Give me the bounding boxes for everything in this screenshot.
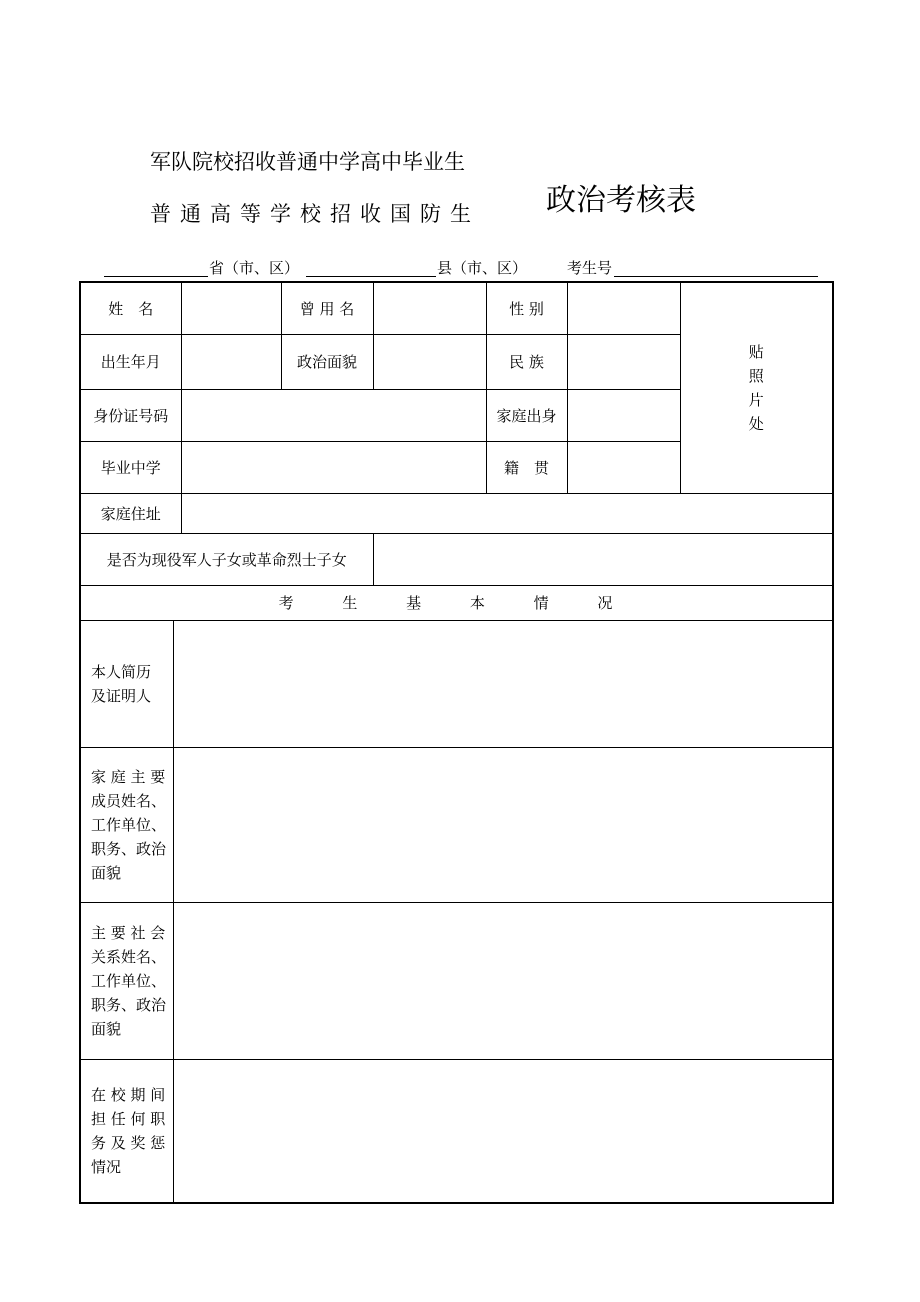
name-field[interactable]	[181, 282, 281, 334]
province-underline[interactable]	[104, 276, 208, 277]
military-child-field[interactable]	[373, 533, 833, 585]
label-address: 家庭住址	[80, 493, 181, 533]
political-field[interactable]	[373, 334, 486, 389]
photo-label-2: 照	[748, 366, 764, 385]
label-family-origin: 家庭出身	[486, 389, 567, 441]
native-place-field[interactable]	[567, 441, 680, 493]
county-underline[interactable]	[306, 276, 436, 277]
label-former-name: 曾 用 名	[281, 282, 373, 334]
form-title: 政治考核表	[546, 183, 696, 218]
id-number-field[interactable]	[181, 389, 486, 441]
label-political: 政治面貌	[281, 334, 373, 389]
ethnic-field[interactable]	[567, 334, 680, 389]
label-name: 姓 名	[80, 282, 181, 334]
school-duty-field[interactable]	[173, 1059, 833, 1203]
photo-area[interactable]	[680, 282, 833, 493]
gender-field[interactable]	[567, 282, 680, 334]
label-id-number: 身份证号码	[80, 389, 181, 441]
photo-label-4: 处	[748, 414, 764, 433]
school-field[interactable]	[181, 441, 486, 493]
birth-field[interactable]	[181, 334, 281, 389]
resume-field[interactable]	[173, 620, 833, 747]
label-native-place: 籍 贯	[486, 441, 567, 493]
label-school-duty: 在 校 期 间 担 任 何 职 务 及 奖 惩 情况	[80, 1059, 173, 1203]
exam-no-underline[interactable]	[614, 276, 818, 277]
label-social-relations: 主 要 社 会 关系姓名、 工作单位、 职务、政治 面貌	[80, 902, 173, 1059]
label-school: 毕业中学	[80, 441, 181, 493]
county-label: 县（市、区）	[437, 259, 528, 277]
social-relations-field[interactable]	[173, 902, 833, 1059]
label-military-child: 是否为现役军人子女或革命烈士子女	[80, 533, 373, 585]
family-members-field[interactable]	[173, 747, 833, 902]
exam-no-label: 考生号	[567, 259, 613, 277]
label-gender: 性 别	[486, 282, 567, 334]
address-field[interactable]	[181, 493, 833, 533]
photo-label-3: 片	[748, 390, 764, 409]
label-ethnic: 民 族	[486, 334, 567, 389]
label-family-members: 家 庭 主 要 成员姓名、 工作单位、 职务、政治 面貌	[80, 747, 173, 902]
family-origin-field[interactable]	[567, 389, 680, 441]
title-line-2: 普通高等学校招收国防生	[150, 202, 480, 226]
label-birth: 出生年月	[80, 334, 181, 389]
political-review-table	[79, 281, 834, 1204]
photo-label-1: 贴	[748, 342, 764, 361]
title-line-1: 军队院校招收普通中学高中毕业生	[150, 150, 465, 174]
former-name-field[interactable]	[373, 282, 486, 334]
label-resume: 本人简历 及证明人	[80, 620, 173, 747]
section-basic-info: 考 生 基 本 情 况	[80, 585, 833, 620]
province-label: 省（市、区）	[209, 259, 300, 277]
